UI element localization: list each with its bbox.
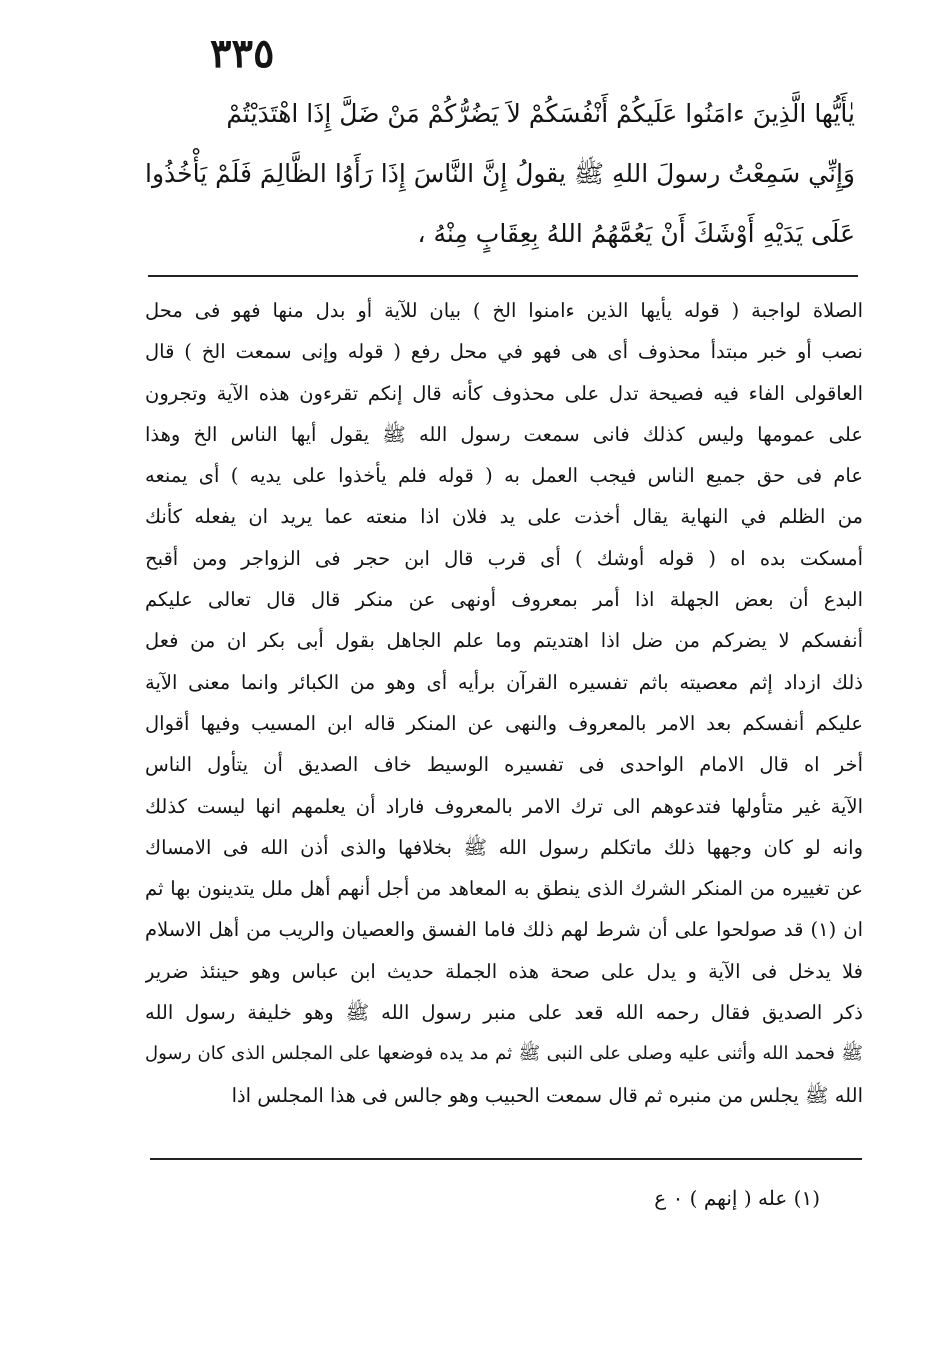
- commentary-line: ﷺ فحمد الله وأثنى عليه وصلى على النبى ﷺ ثم مد يده فوضعها على المجلس الذى كان رسول: [145, 1043, 863, 1065]
- commentary-line: ذلك ازداد إثم معصيته باثم تفسيره القرآن برأيه أى وهو من الكبائر وانما معنى الآية: [145, 670, 863, 694]
- commentary-line: الآية غير متأولها فتدعوهم الى ترك الامر بالمعروف فاراد أن يعلمهم انها ليست كذلك: [145, 794, 863, 818]
- commentary-line: على عمومها وليس كذلك فانى سمعت رسول الله ﷺ يقول أيها الناس الخ وهذا: [145, 422, 863, 446]
- commentary-line: الصلاة لواجبة ( قوله يأيها الذين ءامنوا الخ ) بيان للآية أو بدل منها فهو فى محل: [145, 299, 863, 322]
- commentary-line: أخر اه قال الامام الواحدى فى تفسيره الوسيط خاف الصديق أن يتأول الناس: [145, 753, 863, 777]
- commentary-line: البدع أن بعض الجهلة اذا أمر بمعروف أونهى عن منكر قال قال تعالى عليكم: [145, 588, 863, 612]
- commentary-line: عليكم أنفسكم بعد الامر بالمعروف والنهى عن المنكر قاله ابن المسيب وفيها أقوال: [145, 711, 863, 735]
- commentary-block: [145, 290, 863, 1116]
- commentary-line: عام فى حق جميع الناس فيجب العمل به ( قوله فلم يأخذوا على يديه ) أى يمنعه: [145, 464, 863, 488]
- commentary-line: وانه لو كان وجهها ذلك ماتكلم رسول الله ﷺ بخلافها والذى أذن الله فى الامساك: [145, 835, 863, 859]
- top-divider: [148, 275, 858, 277]
- commentary-line: العاقولى الفاء فيه فصيحة تدل على محذوف كأنه قال إنكم تقرءون هذه الآية وتجرون: [145, 381, 863, 405]
- verse-line: يٰأَيُّها الَّذِينَ ءامَنُوا عَلَيكُمْ أَنْفُسَكُمْ لاَ يَضُرُّكُمْ مَنْ ضَلَّ إِذَا اهْتَدَيْتُمْ: [226, 99, 855, 128]
- hadith-verse-block: [130, 84, 855, 264]
- page-number: ٣٣٥: [210, 30, 275, 77]
- commentary-line: نصب أو خبر مبتدأ محذوف أى هى فهو في محل رفع ( قوله وإنى سمعت الخ ) قال: [145, 340, 863, 364]
- commentary-line: ان (١) قد صولحوا على أن شرط لهم ذلك فاما الفسق والعصيان والريب من أهل الاسلام: [145, 918, 863, 942]
- commentary-line: فلا يدخل فى الآية و يدل على صحة هذه الجملة حديث ابن عباس وهو حينئذ ضرير: [145, 959, 863, 983]
- commentary-line: من الظلم في النهاية يقال أخذت على يد فلان اذا منعته عما يريد ان يفعله كأنك: [145, 505, 863, 529]
- verse-line: عَلَى يَدَيْهِ أَوْشَكَ أَنْ يَعُمَّهُمُ اللهُ بِعِقَابٍ مِنْهُ ،: [417, 219, 855, 248]
- footnote: (١) عله ( إنهم ) ٠ ع: [654, 1186, 820, 1210]
- commentary-line: أمسكت بده اه ( قوله أوشك ) أى قرب قال ابن حجر فى الزواجر ومن أقبح: [145, 546, 863, 570]
- verse-line: وَإِنِّي سَمِعْتُ رسولَ اللهِ ﷺ يقولُ إِنَّ النَّاسَ إِذَا رَأَوُا الظَّالِمَ فَلَمْ يَأْخُذُوا: [145, 159, 855, 188]
- commentary-line: ذكر الصديق فقال رحمه الله قعد على منبر رسول الله ﷺ وهو خليفة رسول الله: [145, 1001, 863, 1025]
- commentary-line: عن تغييره من المنكر الشرك الذى ينطق به المعاهد من أجل أنهم أهل ملل يتدينون بها ثم: [145, 877, 863, 901]
- commentary-line: أنفسكم لا يضركم من ضل اذا اهتديتم وما علم الجاهل بقول أبى بكر ان من فعل: [145, 629, 863, 653]
- commentary-line: الله ﷺ يجلس من منبره ثم قال سمعت الحبيب وهو جالس فى هذا المجلس اذا: [231, 1083, 863, 1107]
- footnote-divider: [150, 1158, 862, 1160]
